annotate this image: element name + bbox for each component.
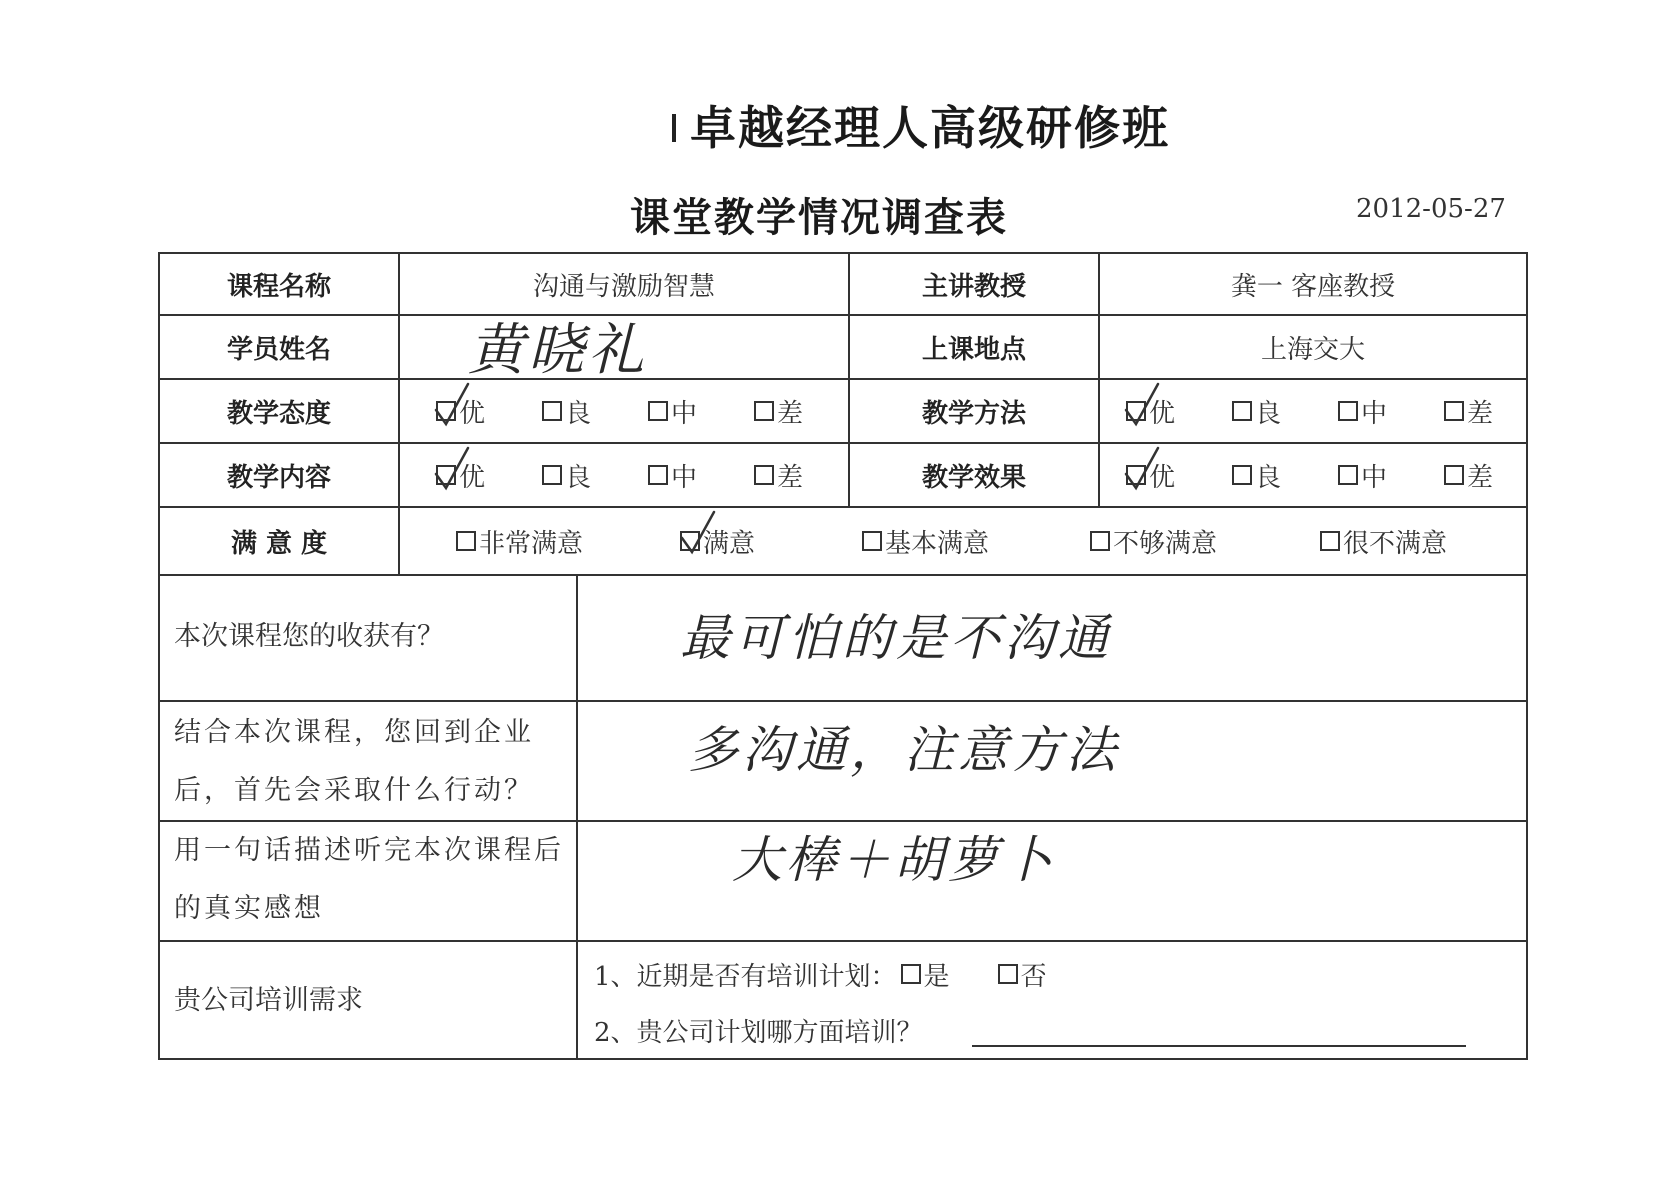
option-label: 优: [1149, 398, 1176, 429]
check-mark-icon: [1122, 382, 1162, 432]
option-label: 非常满意: [479, 528, 584, 559]
content-label: 教学内容: [226, 462, 331, 493]
attitude-option-2[interactable]: [648, 380, 697, 442]
option-label: 差: [777, 462, 804, 493]
option-label: 不够满意: [1113, 528, 1218, 559]
student-name-handwritten: 黄晓礼: [468, 318, 648, 383]
student-name-label: 学员姓名: [226, 334, 331, 365]
option-label: 良: [1255, 398, 1282, 429]
feeling-question: 用一句话描述听完本次课程后的真实感想: [174, 835, 564, 924]
training-area-answer-line[interactable]: [972, 1045, 1466, 1047]
training-plan-question: [594, 954, 1047, 994]
checkbox[interactable]: [456, 531, 476, 551]
option-label: 中: [671, 462, 698, 493]
checkbox[interactable]: [1444, 465, 1464, 485]
checkbox[interactable]: [1338, 401, 1358, 421]
lecturer-value: 龚一 客座教授: [1230, 271, 1396, 302]
checkbox[interactable]: [754, 401, 774, 421]
checkbox[interactable]: [648, 465, 668, 485]
option-label: 差: [777, 398, 804, 429]
training-plan-text: 1、近期是否有培训计划：: [594, 961, 897, 992]
lecturer-label: 主讲教授: [921, 271, 1026, 302]
stray-mark: [672, 114, 676, 142]
method-option-1[interactable]: [1232, 380, 1281, 442]
option-label: 基本满意: [885, 528, 990, 559]
form-date: 2012-05-27: [1356, 194, 1506, 224]
yes-checkbox[interactable]: [901, 964, 921, 984]
option-label: 良: [565, 398, 592, 429]
col-divider: [576, 574, 578, 1058]
method-option-2[interactable]: [1338, 380, 1387, 442]
effect-option-3[interactable]: [1444, 444, 1493, 506]
option-label: 良: [1255, 462, 1282, 493]
feeling-answer-handwritten: 大棒＋胡萝卜: [732, 831, 1056, 889]
form-subtitle: 课堂教学情况调查表: [630, 195, 1008, 241]
satisfaction-option-3[interactable]: [1090, 508, 1217, 574]
gain-question: 本次课程您的收获有？: [174, 621, 444, 652]
method-label: 教学方法: [921, 398, 1026, 429]
checkbox[interactable]: [862, 531, 882, 551]
content-option-2[interactable]: [648, 444, 697, 506]
course-name-value: 沟通与激励智慧: [532, 271, 715, 302]
course-name-label: 课程名称: [226, 271, 331, 302]
checkbox[interactable]: [1444, 401, 1464, 421]
option-label: 优: [1149, 462, 1176, 493]
page-title: 卓越经理人高级研修班: [690, 101, 1170, 155]
effect-option-2[interactable]: [1338, 444, 1387, 506]
training-needs-label: 贵公司培训需求: [174, 985, 363, 1016]
training-area-text: 2、贵公司计划哪方面培训？: [594, 1017, 923, 1048]
checkbox[interactable]: [1232, 401, 1252, 421]
effect-label: 教学效果: [921, 462, 1026, 493]
survey-table: [158, 252, 1528, 1060]
option-label: 差: [1467, 398, 1494, 429]
option-label: 良: [565, 462, 592, 493]
row-divider: [160, 940, 1526, 942]
check-mark-icon: [432, 382, 472, 432]
effect-option-1[interactable]: [1232, 444, 1281, 506]
check-mark-icon: [678, 510, 718, 560]
row-divider: [160, 700, 1526, 702]
option-label: 满意: [703, 528, 756, 559]
satisfaction-label: 满 意 度: [230, 528, 328, 559]
option-label: 中: [671, 398, 698, 429]
option-label: 优: [459, 398, 486, 429]
satisfaction-option-4[interactable]: [1320, 508, 1447, 574]
method-option-3[interactable]: [1444, 380, 1493, 442]
check-mark-icon: [432, 446, 472, 496]
checkbox[interactable]: [542, 401, 562, 421]
row-divider: [160, 574, 1526, 576]
checkbox[interactable]: [1338, 465, 1358, 485]
attitude-option-3[interactable]: [754, 380, 803, 442]
satisfaction-option-0[interactable]: [456, 508, 583, 574]
option-label: 很不满意: [1343, 528, 1448, 559]
option-label: 中: [1361, 462, 1388, 493]
no-checkbox[interactable]: [998, 964, 1018, 984]
attitude-label: 教学态度: [226, 398, 331, 429]
checkbox[interactable]: [1232, 465, 1252, 485]
satisfaction-option-2[interactable]: [862, 508, 989, 574]
checkbox[interactable]: [1320, 531, 1340, 551]
option-label: 中: [1361, 398, 1388, 429]
checkbox[interactable]: [1090, 531, 1110, 551]
checkbox[interactable]: [754, 465, 774, 485]
content-option-3[interactable]: [754, 444, 803, 506]
training-area-question: [594, 1010, 923, 1050]
yes-label: 是: [923, 961, 950, 992]
option-label: 差: [1467, 462, 1494, 493]
option-label: 优: [459, 462, 486, 493]
check-mark-icon: [1122, 446, 1162, 496]
checkbox[interactable]: [648, 401, 668, 421]
gain-answer-handwritten: 最可怕的是不沟通: [680, 609, 1112, 667]
attitude-option-1[interactable]: [542, 380, 591, 442]
action-answer-handwritten: 多沟通，注意方法: [688, 721, 1120, 779]
location-value: 上海交大: [1260, 334, 1365, 365]
checkbox[interactable]: [542, 465, 562, 485]
no-label: 否: [1020, 961, 1047, 992]
location-label: 上课地点: [921, 334, 1026, 365]
action-question: 结合本次课程，您回到企业后，首先会采取什么行动？: [174, 717, 534, 806]
content-option-1[interactable]: [542, 444, 591, 506]
